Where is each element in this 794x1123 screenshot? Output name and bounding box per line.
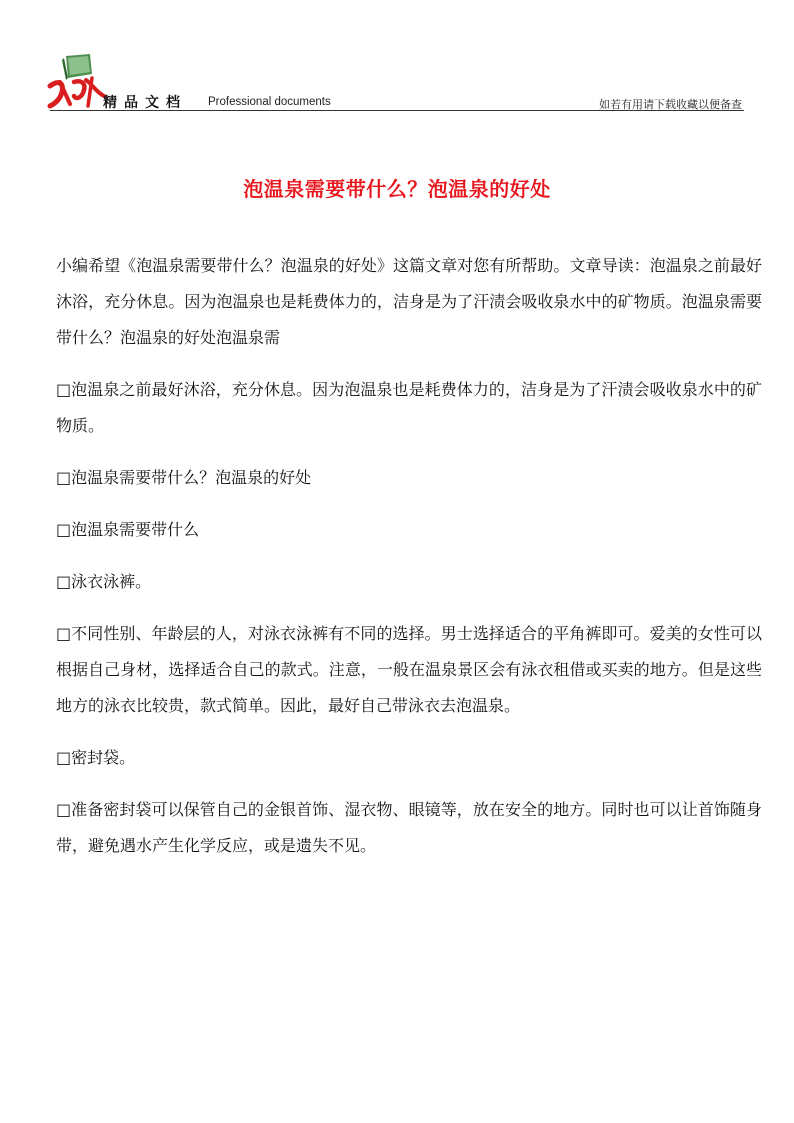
brand-subtitle: Professional documents [208, 96, 331, 108]
page-header [0, 0, 794, 115]
paragraph: □泡温泉需要带什么 [56, 520, 200, 539]
header-divider [50, 110, 744, 111]
paragraph: □准备密封袋可以保管自己的金银首饰、湿衣物、眼镜等，放在安全的地方。同时也可以让首饰随身带，避免遇水产生化学反应，或是遗失不见。 [56, 800, 762, 855]
paragraph: □泳衣泳裤。 [56, 572, 152, 591]
logo-icon [46, 52, 108, 110]
paragraph: □不同性别、年龄层的人，对泳衣泳裤有不同的选择。男士选择适合的平角裤即可。爱美的女性可以根据自己身材，选择适合自己的款式。注意，一般在温泉景区会有泳衣租借或买卖的地方。但是这些地方的泳衣比较贵，款式简单。因此，最好自己带泳衣去泡温泉。 [56, 624, 762, 715]
paragraph: □密封袋。 [56, 748, 136, 767]
brand-title: 精品文档 [103, 95, 187, 111]
document-body [56, 248, 762, 880]
header-note: 如若有用请下载收藏以便备查 [599, 98, 742, 111]
paragraph: □泡温泉需要带什么？泡温泉的好处 [56, 468, 312, 487]
paragraph: □泡温泉之前最好沐浴，充分休息。因为泡温泉也是耗费体力的，洁身是为了汗渍会吸收泉水中的矿物质。 [56, 380, 762, 435]
document-title: 泡温泉需要带什么？泡温泉的好处 [243, 177, 551, 202]
paragraph: 小编希望《泡温泉需要带什么？泡温泉的好处》这篇文章对您有所帮助。文章导读：泡温泉之前最好沐浴，充分休息。因为泡温泉也是耗费体力的，洁身是为了汗渍会吸收泉水中的矿物质。泡温泉需要带什么？泡温泉的好处泡温泉需 [56, 256, 762, 347]
